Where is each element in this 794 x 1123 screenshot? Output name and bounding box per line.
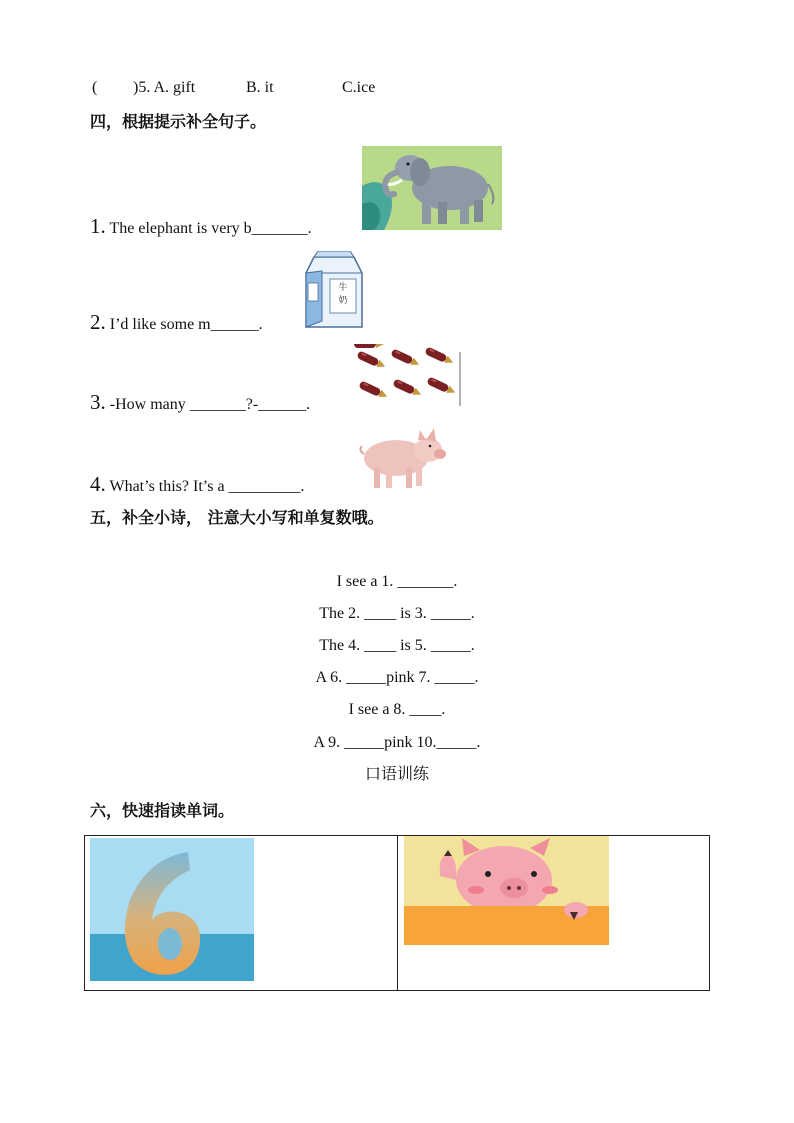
poem-line-1: I see a 1. _______. <box>336 573 458 590</box>
poem-line-6: A 9. _____pink 10._____. <box>313 734 481 751</box>
q5-paren-open: ( <box>92 79 98 96</box>
item-2 <box>90 312 263 335</box>
item-4-text: What’s this? It’s a _________. <box>109 478 305 495</box>
item-1-number: 1. <box>90 214 106 238</box>
pens-image <box>354 344 462 408</box>
item-1 <box>90 216 312 239</box>
cartoon-pig-image <box>404 836 609 945</box>
q5-option-c: C.ice <box>342 79 376 96</box>
item-2-number: 2. <box>90 310 106 334</box>
poem-line-5: I see a 8. ____. <box>348 701 446 718</box>
section6-heading: 六，快速指读单词。 <box>90 801 235 820</box>
oral-training-title: 口语训练 <box>364 764 429 783</box>
item-4 <box>90 474 305 497</box>
milk-carton-image <box>300 251 366 331</box>
item-1-text: The elephant is very b_______. <box>109 220 312 237</box>
number-six-image <box>90 838 254 981</box>
section5-heading: 五，补全小诗， 注意大小写和单复数哦。 <box>90 508 384 527</box>
item-4-number: 4. <box>90 472 106 496</box>
item-3 <box>90 392 310 415</box>
pig-image <box>356 424 452 492</box>
q5-option-b: B. it <box>246 79 274 96</box>
poem-line-2: The 2. ____ is 3. _____. <box>319 605 475 622</box>
q5-label: )5. A. gift <box>133 79 196 96</box>
item-2-text: I’d like some m______. <box>109 316 263 333</box>
poem-line-3: The 4. ____ is 5. _____. <box>319 637 475 654</box>
elephant-image <box>362 146 502 230</box>
poem-line-4: A 6. _____pink 7. _____. <box>315 669 479 686</box>
item-3-text: -How many _______?-______. <box>109 396 311 413</box>
section4-heading: 四，根据提示补全句子。 <box>90 112 267 131</box>
milk-label: 牛奶 <box>338 283 348 306</box>
item-3-number: 3. <box>90 390 106 414</box>
